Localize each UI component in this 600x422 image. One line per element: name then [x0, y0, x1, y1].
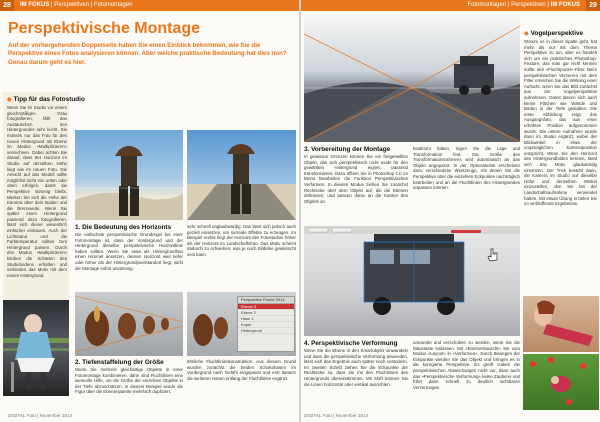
warp-screenshot: [304, 226, 520, 336]
tip-heading: ◆ Tipp für das Fotostudio: [7, 96, 85, 103]
toolbar-highlight: [451, 230, 481, 233]
section-2-text-col2: ähnliche Fluchtlinienkonstruktion. Aus diesem Grund wurden zunächst die beiden Schokohasen im Vordergrund nach Gefühl eingepasst und erst danach die weiteren Hasen entlang der Fluchtlinien ergänzt.: [187, 359, 296, 381]
section-1-text-col2: sehr schnell unglaubwürdig. Das lässt sich jedoch auch gezielt einsetzen, um surreale Effekte zu erzeugen. Im Beispiel rechts liegt der Horizont des Fotostudios höher als der Horizont im Landschaftsfoto. Das Motiv scheint dadurch zu schweben, was je nach Bildidee gewünscht sein kann.: [187, 224, 296, 257]
flower-field-photo: [523, 354, 599, 410]
vogel-heading: ◆ Vogelperspektive: [524, 30, 584, 37]
section-2-heading: 2. Tiefenstaffelung der Größe: [75, 359, 164, 366]
layers-panel-title: Perspective Frame 2014: [238, 297, 294, 304]
article-title: Perspektivische Montage: [8, 20, 201, 37]
left-footer: DIGITAL Foto | November 2014: [8, 413, 73, 418]
section-4-text-col2: umrandet und verschoben zu werden, wenn Sie die Maustaste loslassen. Mit »Entervertauscht« Sie vom Modus »Layout« in »Verformen«. Durch Bewegen der Eckpunkte werden Sie das Objekt und bringen es in die korrigierte Perspektive. Es greift zudem die perspektivischen Abweichungen nicht vor, dann auch das »Perspektivische Verformung« keine Zauberei und führt dann schnell zu deutlich sichtbaren Verzerrungen.: [413, 340, 520, 390]
bunnies-photo: [75, 292, 183, 356]
layer-item[interactable]: Hintergrund: [238, 328, 294, 334]
lying-woman-photo: [523, 296, 599, 352]
tip-text: Wenn Sie im Studio vor einem gleichmäßigen Grau fotografieren, fällt das Austauschen des Hintergrundes sehr leicht. Sie müssen nur das Foto für den neuen Hintergrund als Ebene im Modus »Multiplizieren« verrechnen. Dabei achten Sie darauf, dass der Horizont im Studio auf derselben Höhe liegt wie im neuen Foto. Die Ansicht auf das Modell sollte möglichst nicht von unten oder oben erfolgen, damit die Perspektive stimmig bleibt. Merken Sie sich die Höhe der Kamera über dem Boden und die Brennweite. Wenn Sie später einen Hintergrund passend dazu fotografieren, lässt sich dieser wesentlich einfacher einbauen. Auch der Lichtstand und die Farbtemperatur sollten zum Hintergrund passen. Durch den Modus »Multiplizieren« bleiben die Schatten des Studiobodens erhalten und verbinden das Motiv mit dem neuen Hintergrund.: [7, 105, 67, 278]
layer-item[interactable]: Ebene 3: [238, 304, 294, 310]
left-page: [0, 0, 299, 422]
section-2-text-col1: Wenn Sie mehrere gleichartige Objekte in einer Fotomontage kombinieren, dann sind Fluchtlinien eine wertvolle Hilfe, um die Größe der einzelnen Objekte in der Tiefe abzuschätzen. In diesem Beispiel wurde die Figur über die Ebenenpalette mehrfach dupliziert.: [75, 367, 183, 395]
section-light: Fotomontagen | Perspektiven |: [467, 2, 549, 8]
section-1-text-col1: Die einfachste perspektivische Grundregel bei einer Fotomontage ist, dass der Vordergrund und der Hintergrund dieselbe perspektivische Horizontlinie haben sollten. Wenn Sie etwa als Hintergrundfoto einen Himmel ansetzen, dessen Horizont weit tiefer oder höher als der Hintergrundpixelstandort liegt, wirkt die Montage sofort unstimmig.: [75, 232, 183, 271]
layers-panel: [237, 296, 295, 352]
vogel-text: Worum es in dieser Spalte geht, hat mehr als nur mit dem Thema Perspektive zu tun, aber es handelt sich um ein praktisches Photoshop-Feature, das man gar nicht kennen sollte: den »Fluchtpunkt«-Filter. Beim perspektivischen Verzerren mit dem Filter erreichen Sie die Wirkung einer Aufsicht, wenn Sie das Bild zunächst aus der Vogelperspektive aufnehmen. Damit lassen sich auch kleine Flächen wie Wände und Böden in der Tiefe gestalten. Die erste Abbildung zeigt das Ausgangsfoto, das aus einer erhöhten Position aufgenommen wurde. Die untere Aufnahme wurde dann im Studio ergänzt, wobei der Blickwinkel in etwa der ursprünglichen Kameraposition entspricht. Wenn Sie den Horizont des Hintergrundbildes kennen, lässt sich das Motiv glaubwürdig einsetzen. Der Trick besteht darin, die Kamera im Studio auf dieselbe Höhe und denselben Winkel einzustellen, den Sie bei der Landschaftsaufnahme verwendet haben. Mit etwas Übung erzielen Sie so verblüffende Ergebnisse.: [524, 39, 597, 207]
section-label: [467, 0, 580, 11]
page-number: 28: [0, 0, 14, 11]
section-3-text-col1: In gewissen Grenzen können Sie ein freigestelltes Objekt, das sich perspektivisch nicht exakt für den gewählten Hintergrund eignet, passend transformieren. Dazu öffnen Sie in Photoshop CC im Menü Bearbeiten die Funktion Perspektivisches Verformen. In diesem Modus ziehen Sie zunächst Rechtecke über dem Objekt auf, die die Ebenen definieren, und passen diese an die Kanten des Objekts an.: [304, 154, 408, 204]
section-bold: IM FOKUS: [550, 2, 580, 8]
horizon-photo-sky: [75, 130, 183, 220]
bullet-diamond-icon: ◆: [7, 97, 12, 103]
article-intro: Auf der vorhergehenden Doppelseite haben Sie einen Einblick bekommen, wie Sie die Perspektive eines Fotos analysieren können. Aber welche praktische Bedeutung hat dies nun? Genau darum geht es hier.: [8, 42, 287, 66]
page-number: 29: [586, 0, 600, 11]
layer-item[interactable]: Hase 1: [238, 316, 294, 322]
section-light: | Perspektiven | Fotomontagen: [51, 2, 133, 8]
section-1-heading: 1. Die Bedeutung des Horizonts: [75, 224, 172, 231]
road-perspective-photo: [304, 14, 520, 142]
section-3-text-col2: bestimmt haben, legen Sie die Lage und Transformation fest. Die Größe des Transformationsrahmens wird automatisch an das Objekt angepasst. In der Optionsleiste erscheinen dazu verschiedene Werkzeuge, mit denen Sie die Perspektive über die einzelnen Eckpunkte nachträglich bearbeiten und an die Fluchtlinien des Hintergrundes anpassen können.: [413, 146, 520, 191]
bullet-diamond-icon: ◆: [524, 31, 529, 37]
section-4-heading: 4. Perspektivische Verformung: [304, 340, 398, 347]
right-page: [301, 0, 600, 422]
layer-item[interactable]: Ebene 2: [238, 310, 294, 316]
left-page-header: [0, 0, 299, 11]
right-footer: DIGITAL Foto | November 2014: [304, 413, 369, 418]
horizon-photo-road: [187, 130, 296, 220]
cursor-hand-icon: [487, 248, 499, 262]
section-3-heading: 3. Vorbereitung der Montage: [304, 146, 391, 153]
layer-item[interactable]: Kopie: [238, 322, 294, 328]
section-label: [20, 0, 133, 11]
section-bold: IM FOKUS: [20, 2, 50, 8]
section-4-text-col1: Wenn Sie die Ebene in den Smartobjekt umwandeln und dann die perspektivische Verformung anwenden, lässt sich das Ergebnis auch später noch verändern. Im zweiten Schritt ziehen Sie die Eckpunkte der Rechtecke so, dass sie mit den Fluchtlinien des Hintergrunds übereinstimmen. Mit Shift können Sie die Linien horizontal oder vertikal ausrichten.: [304, 348, 408, 387]
right-page-header: [301, 0, 600, 11]
studio-photo: [3, 300, 69, 396]
